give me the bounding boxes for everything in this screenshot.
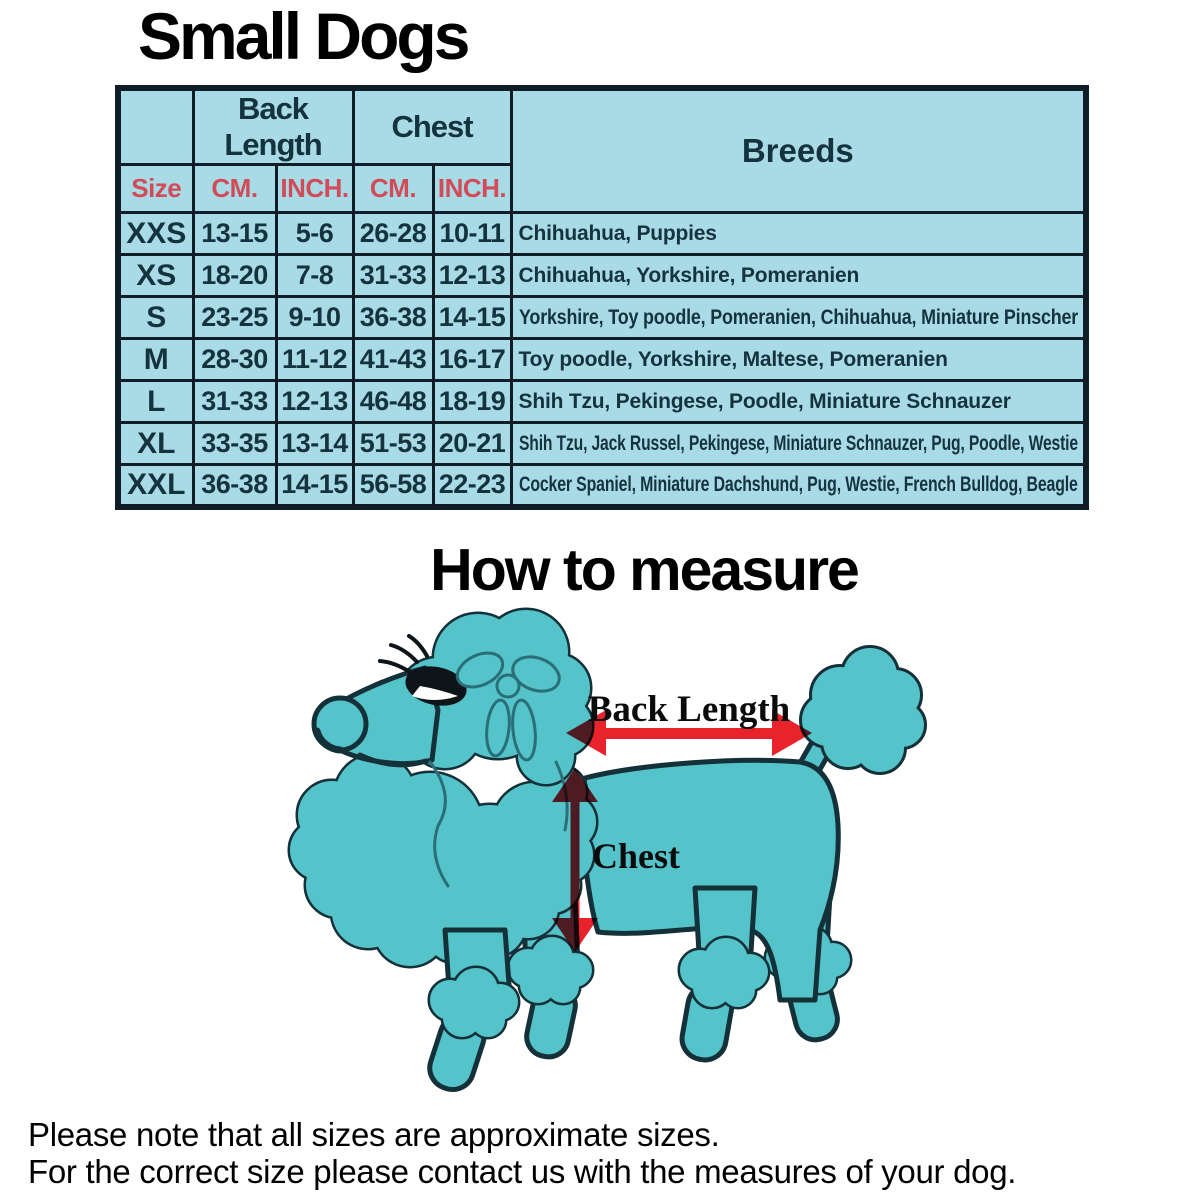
cell-chest-inch: 14-15: [433, 297, 511, 339]
chest-label: Chest: [592, 836, 680, 876]
cell-chest-inch: 22-23: [433, 465, 511, 507]
table-row: [118, 339, 1086, 381]
cell-back-inch: 7-8: [276, 255, 353, 297]
cell-size: L: [118, 381, 193, 423]
cell-back-inch: 12-13: [276, 381, 353, 423]
chest-inch-header: INCH.: [433, 165, 511, 213]
table-row: [118, 423, 1086, 465]
cell-chest-cm: 41-43: [353, 339, 433, 381]
back-cm-header: CM.: [193, 165, 276, 213]
cell-breeds: Cocker Spaniel, Miniature Dachshund, Pug, Westie, French Bulldog, Beagle: [511, 465, 1086, 507]
cell-chest-inch: 20-21: [433, 423, 511, 465]
cell-size: XS: [118, 255, 193, 297]
cell-back-cm: 33-35: [193, 423, 276, 465]
cell-chest-cm: 36-38: [353, 297, 433, 339]
cell-chest-cm: 46-48: [353, 381, 433, 423]
back-length-label: Back Length: [587, 689, 791, 730]
cell-chest-cm: 51-53: [353, 423, 433, 465]
table-row: [118, 255, 1086, 297]
cell-size: S: [118, 297, 193, 339]
cell-breeds: Shih Tzu, Pekingese, Poodle, Miniature Schnauzer: [511, 381, 1086, 423]
cell-back-inch: 9-10: [276, 297, 353, 339]
cell-size: XL: [118, 423, 193, 465]
cell-chest-inch: 12-13: [433, 255, 511, 297]
cell-breeds: Shih Tzu, Jack Russel, Pekingese, Miniature Schnauzer, Pug, Poodle, Westie: [511, 423, 1086, 465]
cell-breeds: Yorkshire, Toy poodle, Pomeranien, Chihuahua, Miniature Pinscher: [511, 297, 1086, 339]
cell-back-cm: 36-38: [193, 465, 276, 507]
table-row: [118, 213, 1086, 255]
poodle-illustration: [280, 600, 940, 1120]
cell-back-cm: 18-20: [193, 255, 276, 297]
page-title: Small Dogs: [138, 0, 468, 73]
back-inch-header: INCH.: [276, 165, 353, 213]
table-row: [118, 297, 1086, 339]
corner-cell: [118, 88, 193, 165]
breeds-header: Breeds: [511, 88, 1086, 213]
poodle-svg: [280, 600, 940, 1120]
cell-size: XXS: [118, 213, 193, 255]
cell-back-inch: 5-6: [276, 213, 353, 255]
cell-back-inch: 13-14: [276, 423, 353, 465]
cell-back-cm: 31-33: [193, 381, 276, 423]
cell-chest-inch: 18-19: [433, 381, 511, 423]
cell-size: XXL: [118, 465, 193, 507]
cell-size: M: [118, 339, 193, 381]
chest-cm-header: CM.: [353, 165, 433, 213]
cell-breeds: Chihuahua, Yorkshire, Pomeranien: [511, 255, 1086, 297]
size-header: Size: [118, 165, 193, 213]
back-length-group-header: Back Length: [193, 88, 353, 165]
cell-chest-cm: 31-33: [353, 255, 433, 297]
cell-back-cm: 13-15: [193, 213, 276, 255]
measure-heading: How to measure: [430, 537, 858, 603]
chest-group-header: Chest: [353, 88, 511, 165]
group-header-row: [118, 88, 1086, 165]
cell-back-inch: 14-15: [276, 465, 353, 507]
cell-chest-cm: 26-28: [353, 213, 433, 255]
note-line-2: For the correct size please contact us with the measures of your dog.: [28, 1153, 1017, 1190]
cell-chest-cm: 56-58: [353, 465, 433, 507]
footer-notes: [28, 1116, 1198, 1190]
size-chart-table: [115, 85, 1089, 510]
cell-breeds: Toy poodle, Yorkshire, Maltese, Pomeranien: [511, 339, 1086, 381]
table-row: [118, 465, 1086, 507]
cell-back-cm: 23-25: [193, 297, 276, 339]
table-row: [118, 381, 1086, 423]
cell-breeds: Chihuahua, Puppies: [511, 213, 1086, 255]
cell-chest-inch: 10-11: [433, 213, 511, 255]
cell-chest-inch: 16-17: [433, 339, 511, 381]
cell-back-cm: 28-30: [193, 339, 276, 381]
cell-back-inch: 11-12: [276, 339, 353, 381]
note-line-1: Please note that all sizes are approximate sizes.: [28, 1116, 720, 1153]
